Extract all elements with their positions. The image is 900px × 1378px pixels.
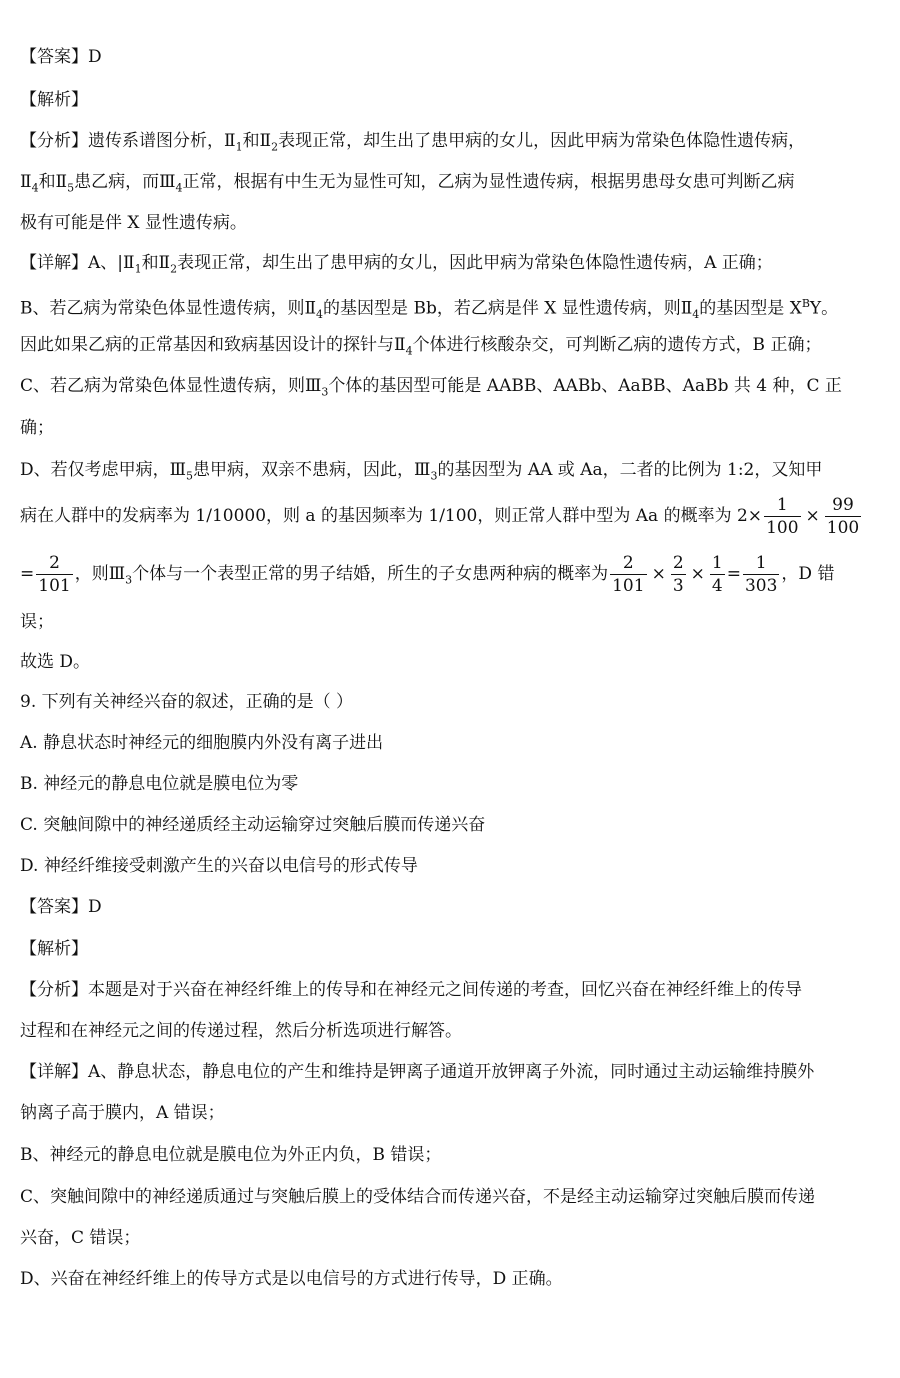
q9-question: 9. 下列有关神经兴奋的叙述，正确的是（ ） <box>20 692 354 712</box>
fraction: $\frac{2}{101}$ <box>612 553 645 596</box>
q8-detail-d-line-1: D、若仅考虑甲病，$Ⅲ_5$患甲病，双亲不患病，因此，$Ⅲ_3$的基因型为 AA 或 Aa，二者的比例为 1:2，又知甲 <box>20 460 823 483</box>
q8-detail-b-line-1: B、若乙病为常染色体显性遗传病，则$Ⅱ_4$的基因型是 Bb，若乙病是伴 X 显性遗传病，则$Ⅱ_4$的基因型是 $X^BY$。 <box>20 297 839 322</box>
q8-detail-c-line-2: 确； <box>20 418 54 438</box>
q9-detail-d: D、兴奋在神经纤维上的传导方式是以电信号的方式进行传导，D 正确。 <box>20 1269 563 1289</box>
q9-detail-b: B、神经元的静息电位就是膜电位为外正内负，B 错误； <box>20 1145 442 1165</box>
q8-detail-c-line-1: C、若乙病为常染色体显性遗传病，则$Ⅲ_3$个体的基因型可能是 AABB、AABb、AaBB、AaBb 共 4 种，C 正 <box>20 376 842 399</box>
fraction: $\frac{2}{101}$ <box>38 553 71 596</box>
q9-option-c: C. 突触间隙中的神经递质经主动运输穿过突触后膜而传递兴奋 <box>20 815 486 835</box>
fraction: $\frac{2}{3}$ <box>672 553 684 596</box>
q9-analysis-heading: 【解析】 <box>20 939 88 959</box>
q9-detail-a-line-1: 【详解】A、静息状态，静息电位的产生和维持是钾离子通道开放钾离子外流，同时通过主动运输维持膜外 <box>20 1062 815 1082</box>
fraction: $\frac{99}{100}$ <box>826 495 860 538</box>
q8-detail-d-line-2: 病在人群中的发病率为 1/10000，则 a 的基因频率为 1/100，则正常人群中型为 Aa 的概率为 2× $\frac{1}{100}$ × $\frac{99}{100}$ <box>20 495 860 538</box>
q9-answer: 【答案】D <box>20 897 102 917</box>
q8-answer: 【答案】D <box>20 47 102 67</box>
q9-detail-c-line-1: C、突触间隙中的神经递质通过与突触后膜上的受体结合而传递兴奋，不是经主动运输穿过突触后膜而传递 <box>20 1187 816 1207</box>
q8-detail-b-line-2: 因此如果乙病的正常基因和致病基因设计的探针与$Ⅱ_4$个体进行核酸杂交，可判断乙病的遗传方式，B 正确； <box>20 335 822 358</box>
q9-analysis-line-1: 【分析】本题是对于兴奋在神经纤维上的传导和在神经元之间传递的考查，回忆兴奋在神经纤维上的传导 <box>20 980 802 1000</box>
q9-option-b: B. 神经元的静息电位就是膜电位为零 <box>20 774 299 794</box>
q8-detail-d-line-4: 误； <box>20 612 54 632</box>
q8-analysis-line-2: $Ⅱ_4$和$Ⅱ_5$患乙病，而$Ⅲ_4$正常，根据有中生无为显性可知，乙病为显性遗传病，根据男患母女患可判断乙病 <box>20 172 795 195</box>
q8-analysis-heading: 【解析】 <box>20 90 88 110</box>
q9-analysis-line-2: 过程和在神经元之间的传递过程，然后分析选项进行解答。 <box>20 1021 462 1041</box>
q9-detail-c-line-2: 兴奋，C 错误； <box>20 1228 141 1248</box>
q8-analysis-line-3: 极有可能是伴 X 显性遗传病。 <box>20 213 247 233</box>
q8-analysis-line-1: 【分析】遗传系谱图分析，$Ⅱ_1$和$Ⅱ_2$表现正常，却生出了患甲病的女儿，因此甲病为常染色体隐性遗传病， <box>20 131 806 154</box>
q8-detail-a: 【详解】A、$|Ⅱ_1$和$Ⅱ_2$表现正常，却生出了患甲病的女儿，因此甲病为常染色体隐性遗传病，A 正确； <box>20 253 773 276</box>
fraction: $\frac{1}{4}$ <box>711 553 723 596</box>
q8-conclusion: 故选 D。 <box>20 652 91 672</box>
q9-option-a: A. 静息状态时神经元的细胞膜内外没有离子进出 <box>20 733 384 753</box>
fraction: $\frac{1}{100}$ <box>766 495 799 538</box>
q9-detail-a-line-2: 钠离子高于膜内，A 错误； <box>20 1103 225 1123</box>
fraction: $\frac{1}{303}$ <box>744 553 778 596</box>
q9-option-d: D. 神经纤维接受刺激产生的兴奋以电信号的形式传导 <box>20 856 418 876</box>
q8-detail-d-line-3: = $\frac{2}{101}$ ，则$Ⅲ_3$个体与一个表型正常的男子结婚，所生的子女患两种病的概率为 $\frac{2}{101}$ × $\frac{2}{3}$ × $\frac{1}{4}$ = $\frac{1}{303}$ ，D 错 <box>20 553 835 596</box>
